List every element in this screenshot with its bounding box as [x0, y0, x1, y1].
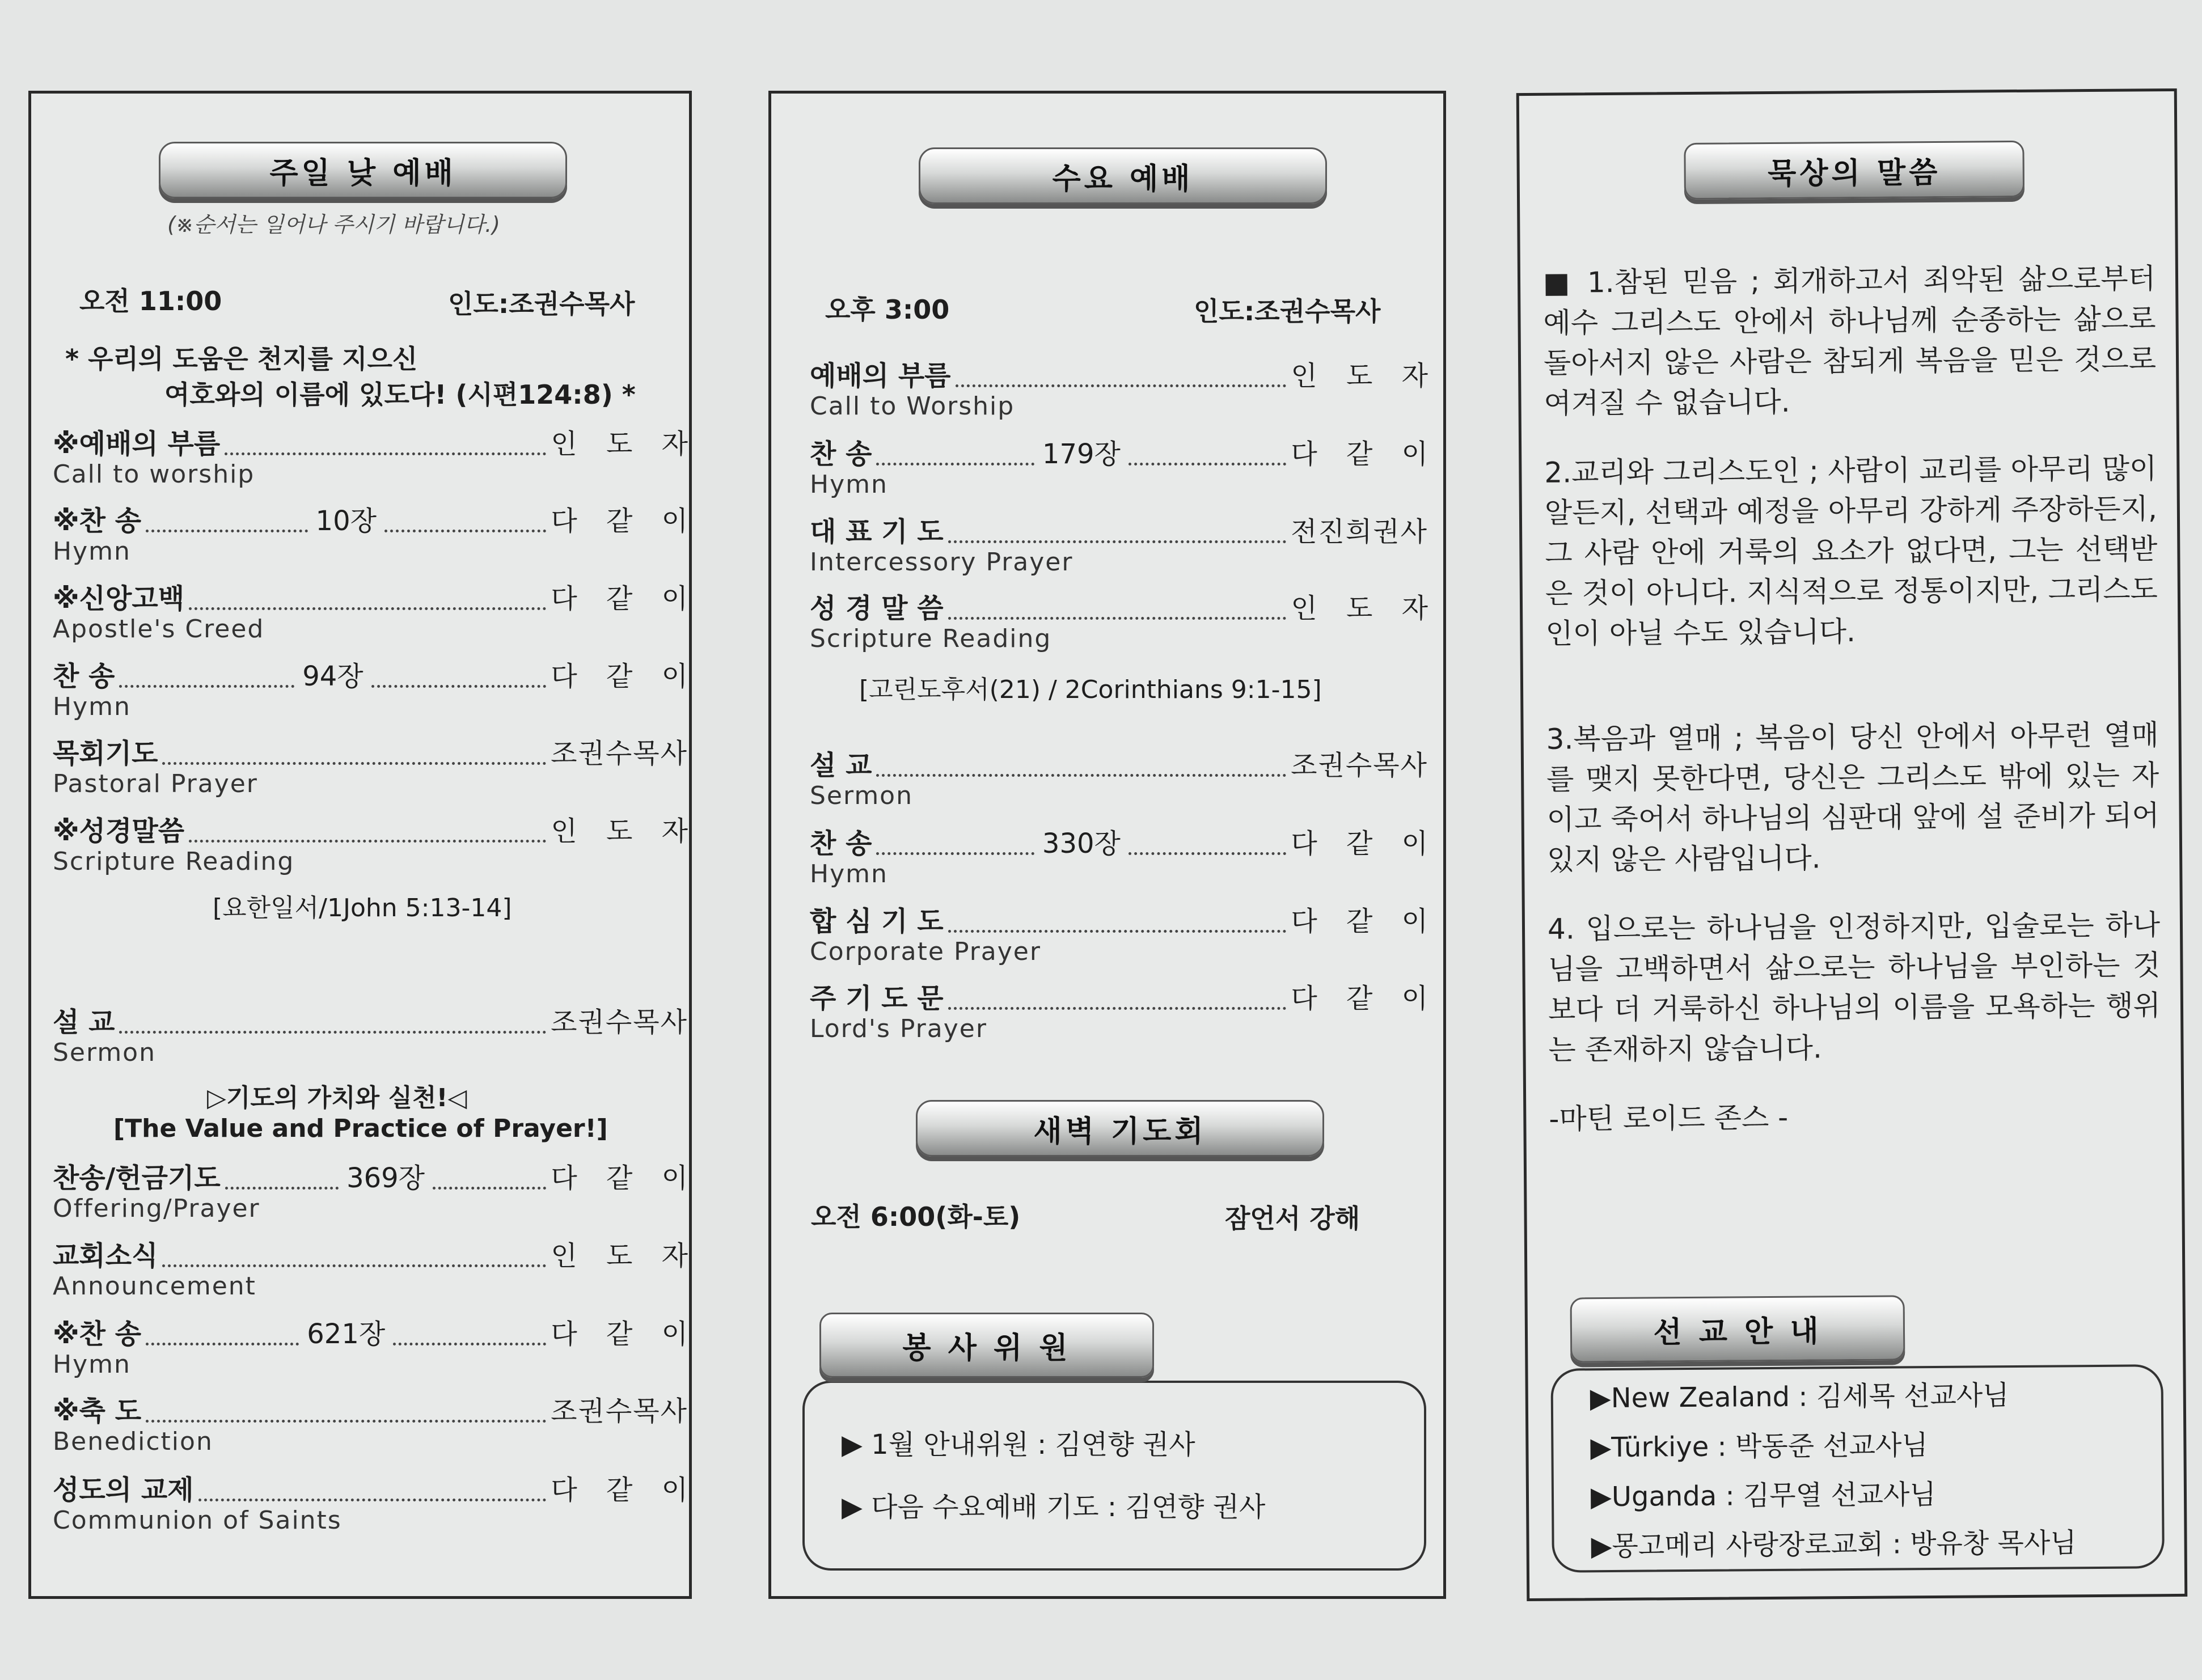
hymn-number: 330장: [1042, 828, 1121, 860]
wednesday-time: 오후 3:00: [825, 294, 950, 325]
meditation-paragraph-1: ■ 1.참된 믿음 ; 회개하고서 죄악된 삶으로부터 예수 그리스도 안에서 하나님께 순종하는 삶으로 돌아서지 않은 사람은 참되게 복음을 믿은 것으로 여겨질 수 없습니다.: [1542, 262, 2157, 420]
dawn-detail: 잠언서 강해: [1225, 1203, 1360, 1234]
order-item-english: Sermon: [53, 1038, 156, 1067]
order-item-person: 다 같 이: [1291, 828, 1439, 860]
service-item-2: ▶ 다음 수요예배 기도 : 김연향 권사: [842, 1491, 1266, 1523]
order-item-person: 다 같 이: [551, 661, 698, 692]
order-item-person: 다 같 이: [1291, 983, 1438, 1014]
order-item-label: 찬송/헌금기도: [53, 1162, 221, 1194]
sunday-scripture-ref: [요한일서/1John 5:13-14]: [213, 894, 512, 922]
order-item-person: 조권수목사: [551, 1006, 688, 1038]
hymn-number: 179장: [1042, 438, 1121, 470]
sermon-title-korean: ▷기도의 가치와 실천!◁: [207, 1084, 467, 1112]
wednesday-scripture-ref: [고린도후서(21) / 2Corinthians 9:1-15]: [859, 675, 1322, 704]
order-item-english: Hymn: [53, 537, 131, 566]
dawn-time: 오전 6:00(화-토): [811, 1201, 1021, 1232]
sunday-leader: 인도:조권수목사: [448, 289, 635, 319]
leader-dots: [371, 685, 547, 688]
order-item-label: 대 표 기 도: [810, 516, 944, 548]
leader-dots: [189, 607, 546, 610]
order-item-english: Hymn: [810, 860, 888, 888]
order-item-person: 인 도 자: [1291, 360, 1438, 392]
order-item-person: 조권수목사: [551, 738, 688, 769]
order-item-person: 다 같 이: [551, 1474, 698, 1506]
order-item: [53, 1240, 698, 1308]
leader-dots: [956, 384, 1287, 387]
order-item-english: Call to worship: [53, 460, 255, 489]
wednesday-service-title: 수요 예배: [919, 147, 1327, 204]
order-item-label: 목회기도: [53, 738, 158, 769]
order-item-person: 다 같 이: [551, 1318, 698, 1350]
order-item-english: Lord's Prayer: [810, 1014, 987, 1043]
order-item-english: Hymn: [53, 1350, 131, 1379]
meditation-paragraph-4: 4. 입으로는 하나님을 인정하지만, 입술로는 하나님을 고백하면서 삶으로는 하나님을 부인하는 것보다 더 거룩하신 하나님의 이름을 모욕하는 행위는 존재하지 않습니다.: [1547, 908, 2161, 1067]
order-item-label: ※신앙고백: [53, 583, 185, 615]
sunday-service-title: 주일 낮 예배: [159, 142, 567, 198]
order-item-english: Hymn: [810, 470, 888, 499]
hymn-number: 621장: [307, 1318, 386, 1350]
order-item-line: [53, 505, 699, 538]
order-item-english: Corporate Prayer: [810, 937, 1041, 966]
order-item-line: [810, 828, 1439, 861]
order-item-english: Scripture Reading: [53, 847, 295, 876]
order-item-english: Intercessory Prayer: [810, 548, 1073, 577]
order-item-label: 찬 송: [810, 828, 872, 860]
order-item-label: 합 심 기 도: [810, 905, 944, 937]
leader-dots: [119, 685, 294, 688]
leader-dots: [162, 1264, 546, 1267]
leader-dots: [119, 1031, 546, 1034]
order-item-line: [53, 1006, 688, 1039]
order-item-line: [810, 593, 1438, 625]
leader-dots: [876, 774, 1286, 777]
order-item: [53, 1006, 688, 1074]
order-item-person: 조권수목사: [551, 1395, 688, 1427]
mission-item-2: ▶Türkiye : 박동준 선교사님: [1590, 1429, 1928, 1464]
order-item-label: ※찬 송: [53, 1318, 142, 1350]
order-item-line: [53, 1474, 698, 1507]
hymn-number: 369장: [346, 1162, 425, 1194]
sunday-time: 오전 11:00: [79, 286, 222, 316]
order-item-english: Announcement: [53, 1272, 256, 1301]
leader-dots: [198, 1499, 547, 1501]
order-item-english: Benediction: [53, 1427, 213, 1456]
mission-item-1: ▶New Zealand : 김세목 선교사님: [1590, 1379, 2009, 1415]
leader-dots: [948, 540, 1287, 543]
order-item: [810, 905, 1438, 974]
leader-dots: [948, 1007, 1287, 1010]
order-item: [53, 1318, 698, 1386]
leader-dots: [876, 463, 1034, 466]
order-item: [810, 593, 1438, 661]
order-item-label: 찬 송: [810, 438, 872, 470]
hymn-number: 10장: [315, 505, 377, 537]
order-item-label: 성도의 교제: [53, 1474, 194, 1506]
order-item-line: [53, 1318, 698, 1351]
order-item-line: [810, 905, 1438, 938]
order-item-line: [810, 438, 1439, 471]
order-item-english: Scripture Reading: [810, 624, 1052, 653]
wednesday-leader: 인도:조권수목사: [1194, 296, 1381, 327]
order-item-label: ※예배의 부름: [53, 428, 221, 460]
order-item: [53, 815, 698, 883]
leader-dots: [162, 762, 546, 765]
leader-dots: [225, 1187, 339, 1190]
mission-title: 선 교 안 내: [1570, 1295, 1905, 1362]
leader-dots: [948, 930, 1287, 933]
order-item-person: 다 같 이: [551, 1162, 698, 1194]
order-item-person: 인 도 자: [551, 815, 698, 847]
order-item: [53, 1395, 688, 1463]
sermon-title-english: [The Value and Practice of Prayer!]: [113, 1114, 608, 1143]
order-item: [53, 1162, 698, 1230]
order-item: [810, 828, 1439, 896]
sunday-service-panel: [28, 91, 699, 1599]
service-item-1: ▶ 1월 안내위원 : 김연향 권사: [842, 1429, 1195, 1461]
order-item: [53, 505, 699, 573]
mission-box: [1550, 1364, 2164, 1573]
order-item-person: 인 도 자: [551, 428, 698, 460]
order-item-english: Sermon: [810, 781, 913, 810]
order-item-english: Call to Worship: [810, 392, 1015, 421]
order-item-line: [810, 750, 1428, 782]
order-item: [53, 738, 688, 806]
meditation-title: 묵상의 말씀: [1684, 141, 2025, 200]
leader-dots: [146, 530, 307, 532]
order-item: [53, 428, 698, 496]
order-item-person: 다 같 이: [551, 583, 698, 615]
leader-dots: [225, 452, 546, 455]
order-item-english: Hymn: [53, 692, 131, 721]
order-item: [810, 750, 1428, 818]
order-item: [810, 516, 1428, 584]
mission-item-3: ▶Uganda : 김무열 선교사님: [1590, 1478, 1936, 1513]
order-item-label: 교회소식: [53, 1240, 158, 1272]
leader-dots: [1129, 463, 1286, 466]
order-item: [810, 438, 1439, 506]
order-item-label: 주 기 도 문: [810, 983, 944, 1014]
order-item-line: [53, 1240, 698, 1273]
order-item-label: ※성경말씀: [53, 815, 185, 847]
order-item-person: 인 도 자: [551, 1240, 698, 1272]
service-committee-title: 봉 사 위 원: [819, 1313, 1154, 1378]
leader-dots: [433, 1187, 546, 1190]
order-item-line: [53, 1162, 698, 1195]
mission-item-4: ▶몽고메리 사랑장로교회 : 방유창 목사님: [1591, 1527, 2077, 1563]
verse-line-1: * 우리의 도움은 천지를 지으신: [65, 344, 418, 374]
order-item-label: 설 교: [53, 1006, 115, 1038]
order-item-english: Communion of Saints: [53, 1506, 342, 1535]
order-item: [810, 983, 1438, 1051]
dawn-prayer-title: 새벽 기도회: [916, 1100, 1324, 1157]
hymn-number: 94장: [302, 661, 364, 692]
meditation-panel: [1516, 88, 2188, 1601]
meditation-author: -마틴 로이드 존스 -: [1549, 1101, 1789, 1136]
leader-dots: [189, 840, 546, 843]
verse-line-2: 여호와의 이름에 있도다! (시편124:8) *: [164, 379, 636, 410]
wednesday-service-panel: [768, 91, 1446, 1599]
order-item-line: [53, 1395, 688, 1428]
service-committee-box: [802, 1381, 1426, 1571]
order-item: [53, 1474, 698, 1542]
order-item-person: 다 같 이: [1291, 438, 1439, 470]
order-item-line: [53, 428, 698, 461]
order-item-line: [53, 815, 698, 848]
order-item-label: ※찬 송: [53, 505, 142, 537]
order-item-line: [810, 360, 1438, 393]
order-item-label: 예배의 부름: [810, 360, 951, 392]
order-item-person: 다 같 이: [1291, 905, 1438, 937]
order-item: [53, 583, 698, 651]
leader-dots: [146, 1420, 546, 1423]
order-item-label: 설 교: [810, 750, 872, 781]
leader-dots: [1129, 852, 1286, 855]
standing-note: (※순서는 일어나 주시기 바랍니다.): [167, 212, 501, 237]
order-item-label: 찬 송: [53, 661, 115, 692]
order-item-english: Offering/Prayer: [53, 1194, 260, 1223]
order-item-person: 조권수목사: [1291, 750, 1428, 781]
order-item-person: 다 같 이: [551, 505, 699, 537]
order-item-label: 성 경 말 씀: [810, 593, 944, 624]
order-item-line: [53, 738, 688, 771]
leader-dots: [876, 852, 1034, 855]
order-item-line: [53, 583, 698, 616]
order-item-label: ※축 도: [53, 1395, 142, 1427]
meditation-paragraph-3: 3.복음과 열매 ; 복음이 당신 안에서 아무런 열매를 맺지 못한다면, 당신은 그리스도 밖에 있는 자이고 죽어서 하나님의 심판대 앞에 설 준비가 되어 있지 않은 사람입니다.: [1546, 718, 2159, 877]
leader-dots: [146, 1343, 299, 1345]
order-item: [810, 360, 1438, 428]
order-item-line: [810, 983, 1438, 1015]
order-item-english: Apostle's Creed: [53, 615, 265, 644]
order-item-person: 인 도 자: [1291, 593, 1438, 624]
meditation-paragraph-2: 2.교리와 그리스도인 ; 사람이 교리를 아무리 많이 알든지, 선택과 예정을 아무리 강하게 주장하든지, 그 사람 안에 거룩의 요소가 없다면, 그는 선택받은 것이 아니다. 지식적으로 정통이지만, 그리스도인이 아닐 수도 있습니다.: [1544, 452, 2158, 650]
order-item-person: 전진희권사: [1291, 516, 1428, 548]
order-item-line: [810, 516, 1428, 549]
order-item-line: [53, 661, 698, 693]
order-item: [53, 661, 698, 729]
order-item-english: Pastoral Prayer: [53, 769, 258, 798]
leader-dots: [948, 617, 1287, 620]
leader-dots: [393, 1343, 546, 1345]
leader-dots: [384, 530, 546, 532]
